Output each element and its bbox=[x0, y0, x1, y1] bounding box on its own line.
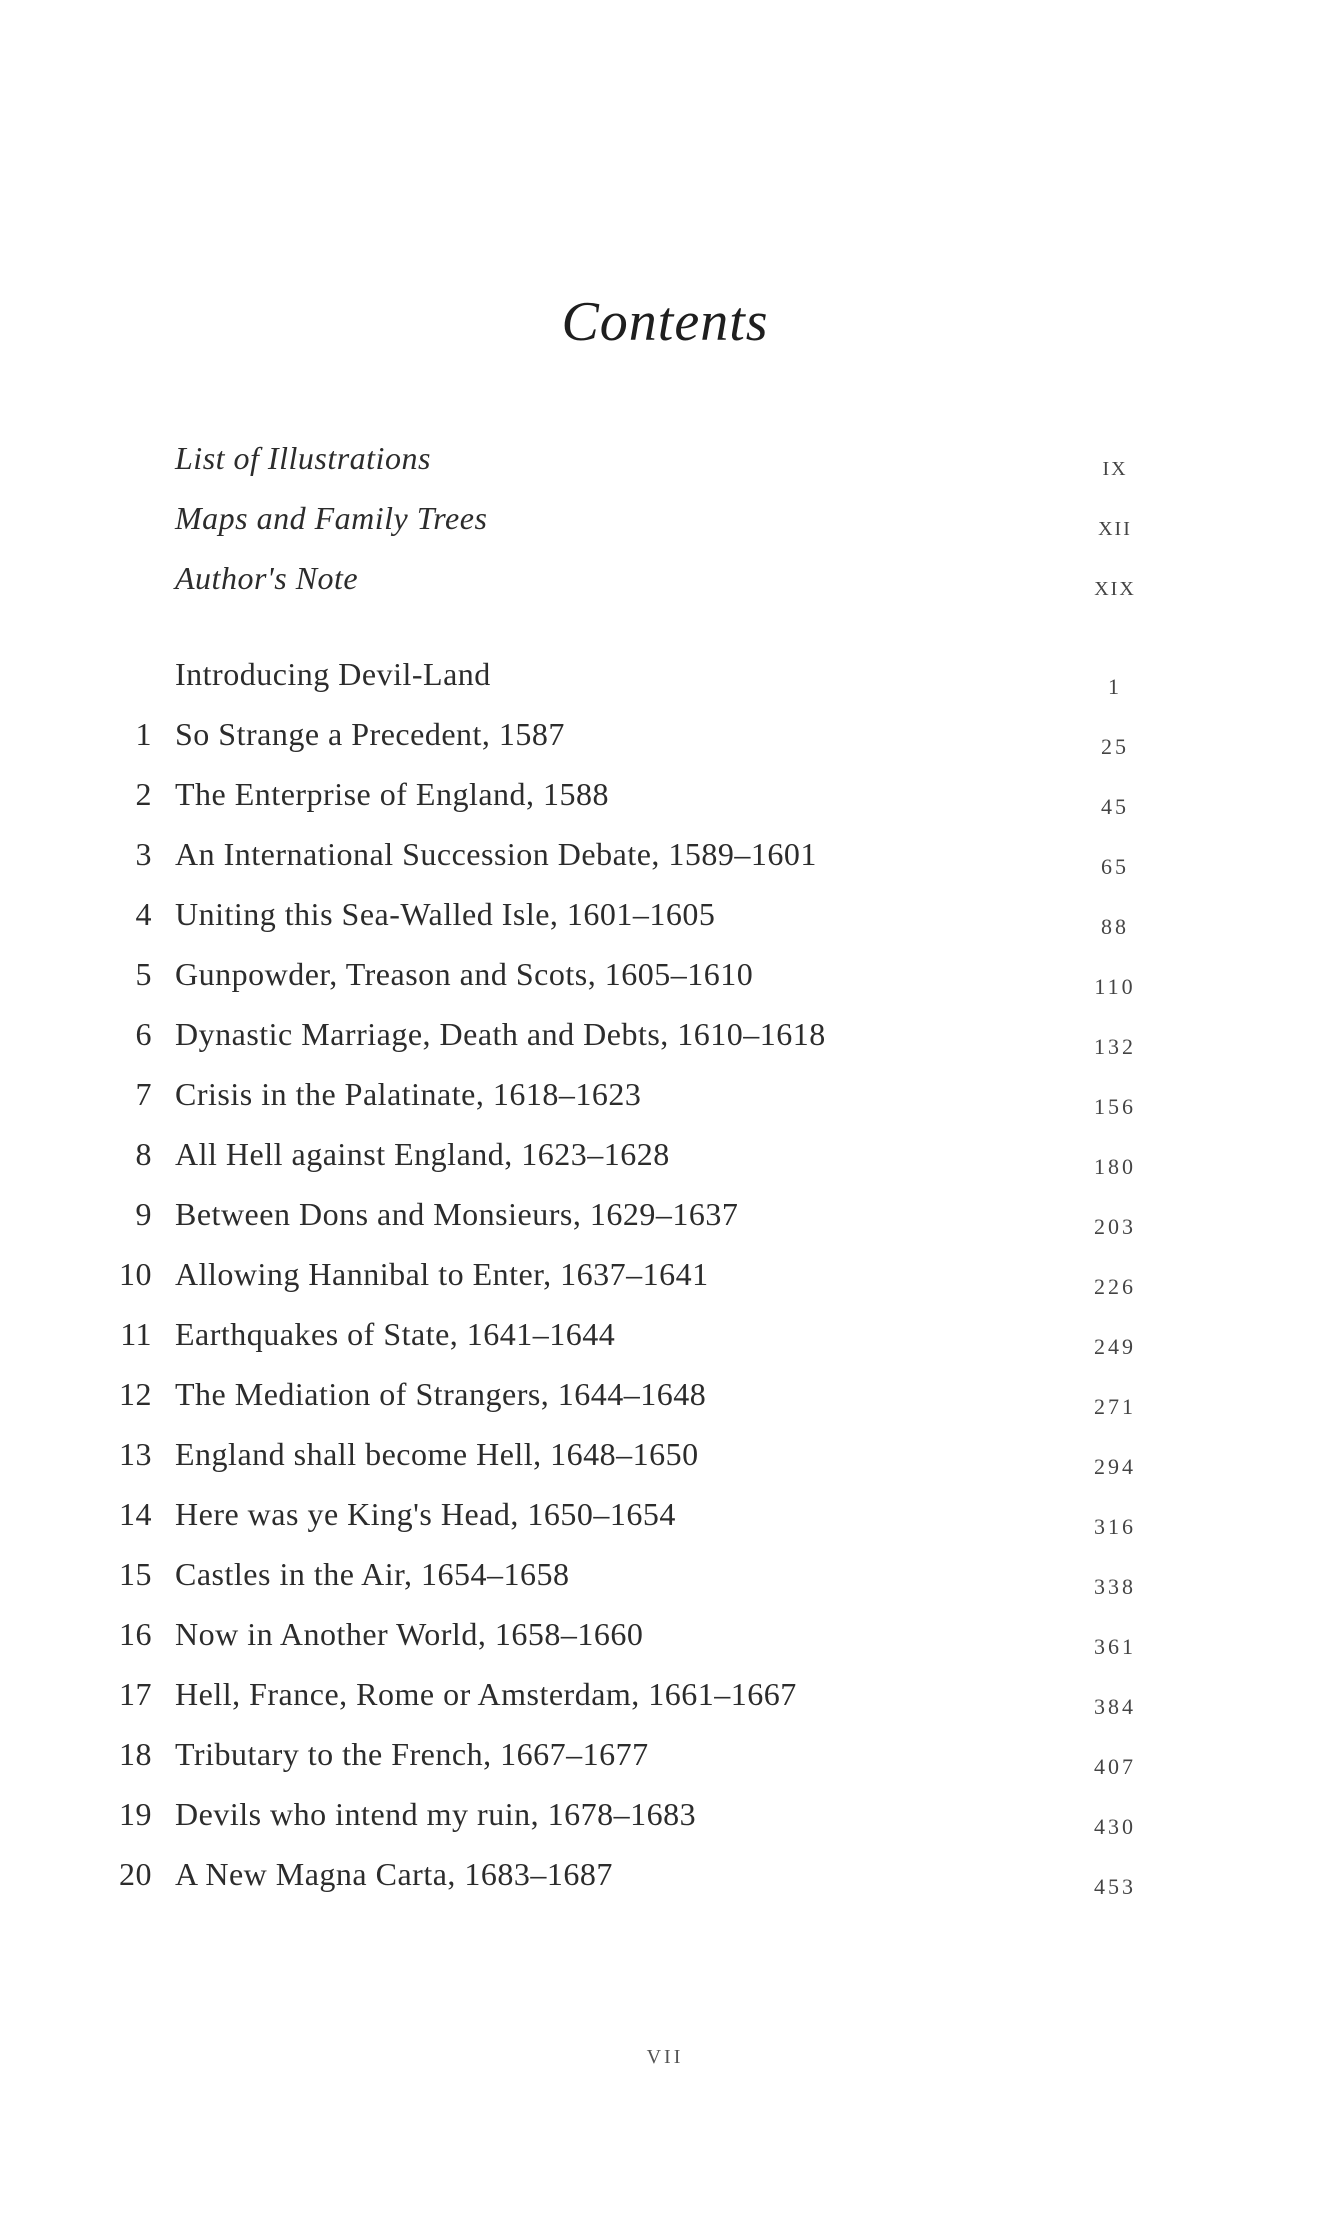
toc-entry-page: 249 bbox=[1094, 1334, 1136, 1359]
chapter-number: 5 bbox=[135, 956, 152, 992]
toc-entry-label: Uniting this Sea-Walled Isle, 1601–1605 bbox=[175, 896, 716, 932]
toc-entry[interactable] bbox=[0, 1076, 1330, 1136]
toc-entry-page: 25 bbox=[1101, 734, 1129, 759]
chapter-number: 7 bbox=[135, 1076, 152, 1112]
toc-entry[interactable] bbox=[0, 656, 1330, 716]
toc-entry-label: All Hell against England, 1623–1628 bbox=[175, 1136, 670, 1172]
toc-entry-label: Allowing Hannibal to Enter, 1637–1641 bbox=[175, 1256, 709, 1292]
toc-entry[interactable] bbox=[0, 1856, 1330, 1916]
toc-entry[interactable] bbox=[0, 1796, 1330, 1856]
toc-entry-page: 294 bbox=[1094, 1454, 1136, 1479]
chapter-number: 16 bbox=[119, 1616, 152, 1652]
chapter-number: 18 bbox=[119, 1736, 152, 1772]
toc-entry-page: IX bbox=[1102, 458, 1128, 480]
toc-entry[interactable] bbox=[0, 1016, 1330, 1076]
toc-entry-page: 430 bbox=[1094, 1814, 1136, 1839]
chapter-number: 8 bbox=[135, 1136, 152, 1172]
toc-entry[interactable] bbox=[0, 1616, 1330, 1676]
toc-entry[interactable] bbox=[0, 1376, 1330, 1436]
toc-entry[interactable] bbox=[0, 836, 1330, 896]
toc-entry-label: An International Succession Debate, 1589–1601 bbox=[175, 836, 817, 872]
section-gap bbox=[0, 620, 1330, 656]
chapter-number: 4 bbox=[135, 896, 152, 932]
toc-entry-page: 338 bbox=[1094, 1574, 1136, 1599]
toc-entry[interactable] bbox=[0, 776, 1330, 836]
toc-entry-page: 132 bbox=[1094, 1034, 1136, 1059]
toc-entry[interactable] bbox=[0, 896, 1330, 956]
toc-entry-page: 407 bbox=[1094, 1754, 1136, 1779]
chapter-number: 3 bbox=[135, 836, 152, 872]
toc-entry[interactable] bbox=[0, 1736, 1330, 1796]
toc-entry-page: 384 bbox=[1094, 1694, 1136, 1719]
toc-entry-page: 1 bbox=[1108, 674, 1122, 699]
toc-entry[interactable] bbox=[0, 956, 1330, 1016]
toc-entry-page: 45 bbox=[1101, 794, 1129, 819]
toc-entry[interactable] bbox=[0, 1136, 1330, 1196]
toc-entry-page: 65 bbox=[1101, 854, 1129, 879]
toc-entry-label: List of Illustrations bbox=[175, 440, 431, 476]
toc-entry-label: Devils who intend my ruin, 1678–1683 bbox=[175, 1796, 697, 1832]
toc-entry[interactable] bbox=[0, 1676, 1330, 1736]
toc-entry[interactable] bbox=[0, 716, 1330, 776]
toc-entry-label: England shall become Hell, 1648–1650 bbox=[175, 1436, 699, 1472]
toc-entry[interactable] bbox=[0, 500, 1330, 560]
chapter-number: 17 bbox=[119, 1676, 152, 1712]
chapter-number: 9 bbox=[135, 1196, 152, 1232]
chapter-number: 14 bbox=[119, 1496, 152, 1532]
toc-entry-label: Author's Note bbox=[175, 560, 359, 596]
toc-entry-page: 203 bbox=[1094, 1214, 1136, 1239]
toc-entry[interactable] bbox=[0, 1316, 1330, 1376]
table-of-contents bbox=[0, 440, 1330, 1916]
chapter-number: 12 bbox=[119, 1376, 152, 1412]
chapter-number: 20 bbox=[119, 1856, 152, 1892]
toc-entry-page: 180 bbox=[1094, 1154, 1136, 1179]
toc-entry-label: Tributary to the French, 1667–1677 bbox=[175, 1736, 649, 1772]
toc-entry-label: So Strange a Precedent, 1587 bbox=[175, 716, 565, 752]
toc-entry-label: Here was ye King's Head, 1650–1654 bbox=[175, 1496, 676, 1532]
chapter-number: 11 bbox=[120, 1316, 152, 1352]
toc-entry-label: Between Dons and Monsieurs, 1629–1637 bbox=[175, 1196, 739, 1232]
chapter-number: 13 bbox=[119, 1436, 152, 1472]
toc-entry-label: Now in Another World, 1658–1660 bbox=[175, 1616, 644, 1652]
toc-entry-label: Castles in the Air, 1654–1658 bbox=[175, 1556, 570, 1592]
toc-entry-label: Introducing Devil-Land bbox=[175, 656, 491, 692]
toc-entry-page: 361 bbox=[1094, 1634, 1136, 1659]
toc-entry[interactable] bbox=[0, 440, 1330, 500]
chapter-number: 19 bbox=[119, 1796, 152, 1832]
toc-entry-label: Maps and Family Trees bbox=[175, 500, 488, 536]
toc-entry-label: The Enterprise of England, 1588 bbox=[175, 776, 610, 812]
toc-entry-page: 156 bbox=[1094, 1094, 1136, 1119]
toc-entry-page: 271 bbox=[1094, 1394, 1136, 1419]
toc-entry[interactable] bbox=[0, 1436, 1330, 1496]
chapter-number: 6 bbox=[135, 1016, 152, 1052]
toc-entry-page: XIX bbox=[1094, 578, 1136, 600]
toc-entry[interactable] bbox=[0, 1256, 1330, 1316]
toc-entry-page: 316 bbox=[1094, 1514, 1136, 1539]
toc-entry-page: XII bbox=[1098, 518, 1132, 540]
page-title: Contents bbox=[561, 291, 769, 353]
chapter-number: 2 bbox=[135, 776, 152, 812]
toc-entry-label: Gunpowder, Treason and Scots, 1605–1610 bbox=[175, 956, 754, 992]
toc-entry[interactable] bbox=[0, 1196, 1330, 1256]
toc-entry-page: 88 bbox=[1101, 914, 1129, 939]
toc-entry-page: 226 bbox=[1094, 1274, 1136, 1299]
toc-entry-label: Crisis in the Palatinate, 1618–1623 bbox=[175, 1076, 642, 1112]
toc-entry[interactable] bbox=[0, 560, 1330, 620]
toc-entry-page: 110 bbox=[1094, 974, 1136, 999]
toc-entry-page: 453 bbox=[1094, 1874, 1136, 1899]
chapter-number: 15 bbox=[119, 1556, 152, 1592]
toc-entry-label: A New Magna Carta, 1683–1687 bbox=[175, 1856, 613, 1892]
toc-entry[interactable] bbox=[0, 1496, 1330, 1556]
page-folio: VII bbox=[646, 2046, 684, 2068]
toc-entry-label: The Mediation of Strangers, 1644–1648 bbox=[175, 1376, 707, 1412]
chapter-number: 10 bbox=[119, 1256, 152, 1292]
toc-entry-label: Hell, France, Rome or Amsterdam, 1661–1667 bbox=[175, 1676, 797, 1712]
toc-entry[interactable] bbox=[0, 1556, 1330, 1616]
chapter-number: 1 bbox=[135, 716, 152, 752]
toc-entry-label: Dynastic Marriage, Death and Debts, 1610–1618 bbox=[175, 1016, 826, 1052]
toc-entry-label: Earthquakes of State, 1641–1644 bbox=[175, 1316, 616, 1352]
